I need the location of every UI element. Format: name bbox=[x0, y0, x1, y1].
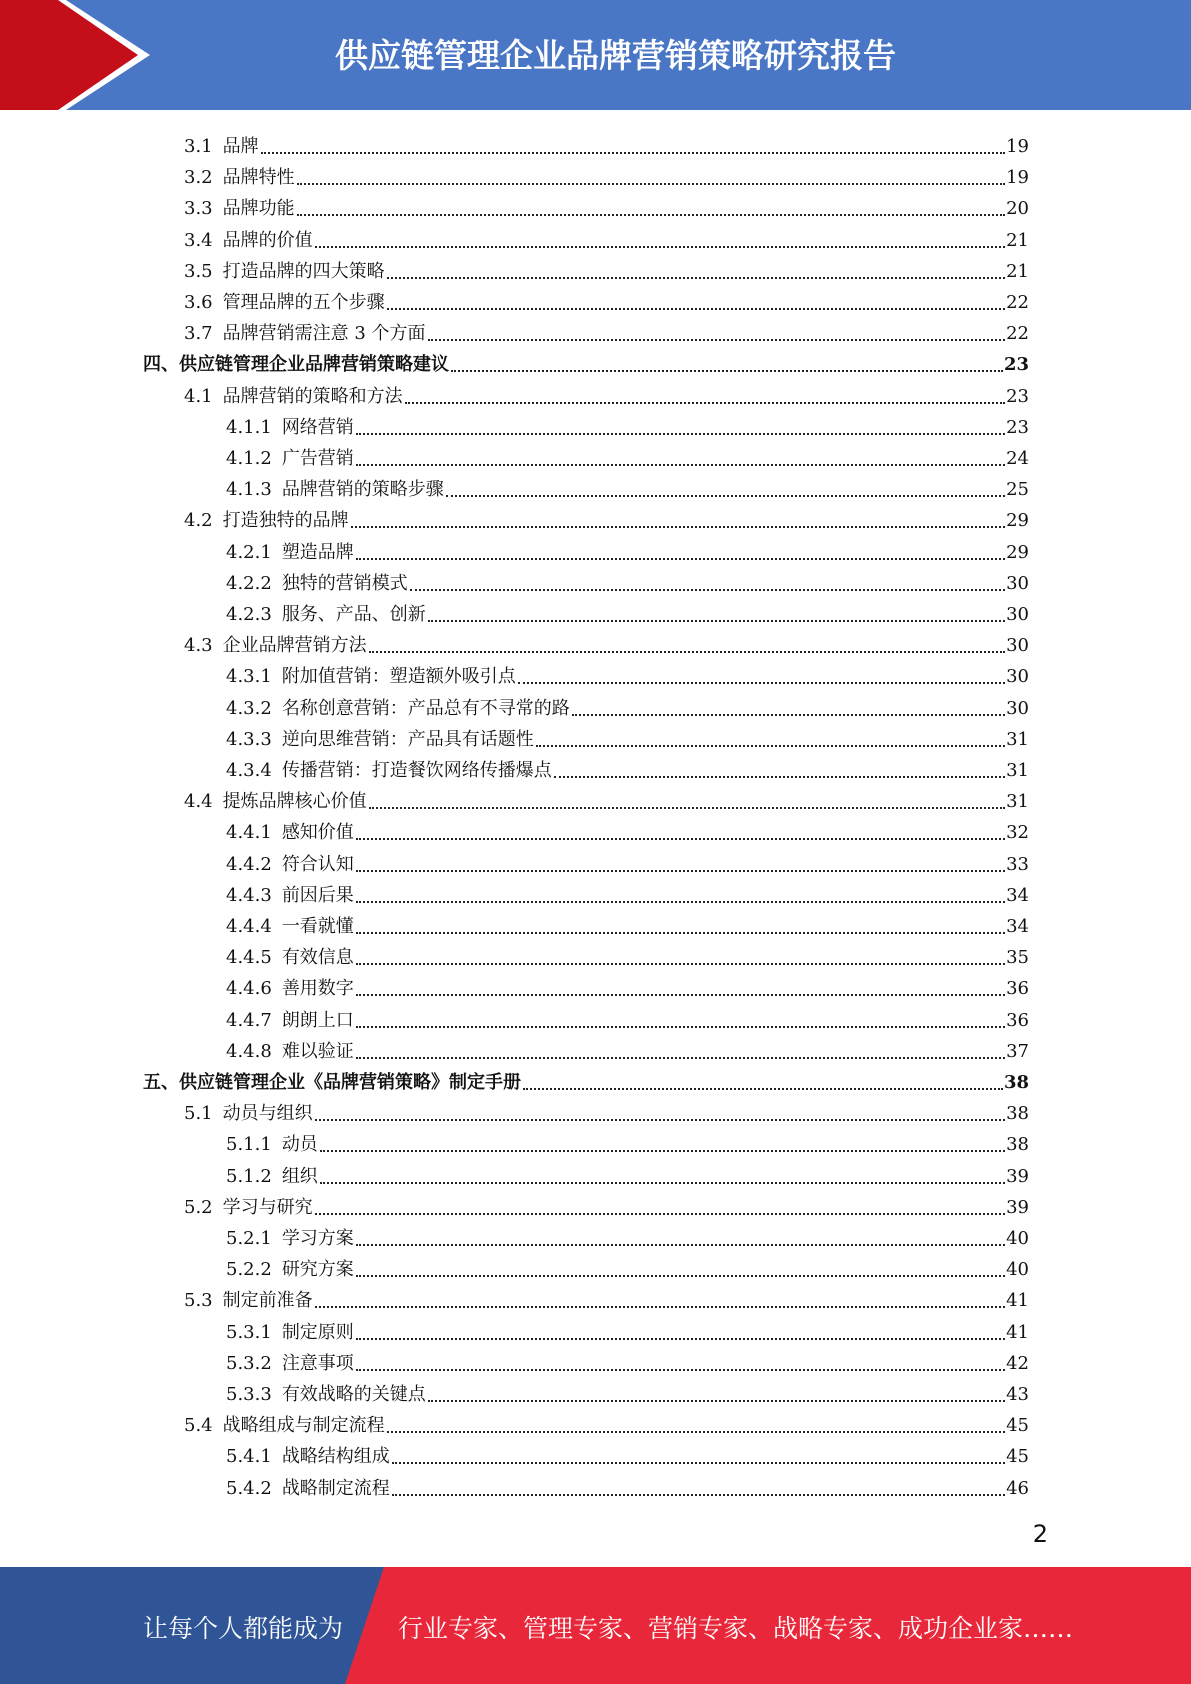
toc-dot-leader bbox=[392, 1461, 1005, 1464]
toc-entry-title: 品牌营销需注意 3 个方面 bbox=[222, 323, 426, 345]
toc-entry[interactable] bbox=[226, 1344, 1029, 1375]
toc-entry[interactable] bbox=[184, 221, 1029, 252]
toc-entry-title: 一看就懂 bbox=[281, 916, 354, 937]
toc-entry-number: 5.2.1 bbox=[226, 1228, 272, 1249]
toc-entry[interactable] bbox=[184, 252, 1029, 283]
toc-entry-page: 30 bbox=[1006, 572, 1029, 594]
toc-dot-leader bbox=[392, 1493, 1005, 1496]
toc-entry-number: 4.2.3 bbox=[226, 604, 272, 625]
toc-dot-leader bbox=[351, 525, 1005, 528]
toc-dot-leader bbox=[356, 557, 1005, 560]
toc-entry-title: 制定原则 bbox=[281, 1321, 354, 1343]
toc-dot-leader bbox=[315, 1118, 1005, 1121]
toc-entry-number: 4.4.6 bbox=[226, 978, 272, 1000]
toc-entry-number: 5.4 bbox=[184, 1415, 213, 1437]
toc-entry[interactable] bbox=[226, 969, 1029, 1000]
toc-dot-leader bbox=[369, 806, 1005, 809]
toc-entry-number: 4.1 bbox=[184, 385, 213, 407]
toc-entry[interactable] bbox=[226, 938, 1029, 969]
toc-entry[interactable] bbox=[226, 439, 1029, 470]
toc-dot-leader bbox=[387, 1430, 1005, 1433]
toc-dot-leader bbox=[572, 713, 1005, 716]
toc-dot-leader bbox=[356, 993, 1005, 996]
toc-dot-leader bbox=[428, 619, 1005, 622]
page-number: 2 bbox=[1032, 1520, 1048, 1548]
toc-entry-page: 23 bbox=[1003, 354, 1029, 376]
toc-entry-title: 难以验证 bbox=[281, 1040, 354, 1062]
toc-entry-page: 20 bbox=[1006, 198, 1029, 220]
toc-entry-number: 5.2 bbox=[184, 1196, 213, 1218]
toc-entry[interactable] bbox=[226, 657, 1029, 688]
toc-entry[interactable] bbox=[226, 1250, 1029, 1281]
toc-entry-title: 组织 bbox=[281, 1165, 318, 1187]
toc-entry-title: 企业品牌营销方法 bbox=[222, 635, 367, 657]
toc-entry-number: 4.4.3 bbox=[226, 884, 272, 906]
toc-entry-page: 41 bbox=[1006, 1290, 1029, 1312]
toc-entry-page: 33 bbox=[1006, 853, 1029, 875]
toc-entry-page: 23 bbox=[1006, 416, 1029, 438]
toc-entry-page: 40 bbox=[1006, 1228, 1029, 1249]
toc-dot-leader bbox=[387, 307, 1005, 310]
toc-dot-leader bbox=[356, 1274, 1005, 1277]
toc-entry-title: 五、供应链管理企业《品牌营销策略》制定手册 bbox=[143, 1072, 521, 1093]
toc-entry-page: 19 bbox=[1006, 167, 1029, 189]
toc-entry[interactable] bbox=[184, 1281, 1029, 1312]
toc-entry-title: 品牌功能 bbox=[222, 198, 295, 220]
toc-entry[interactable] bbox=[226, 470, 1029, 501]
toc-entry-title: 战略组成与制定流程 bbox=[222, 1415, 385, 1437]
toc-entry-number: 3.2 bbox=[184, 167, 213, 189]
toc-dot-leader bbox=[536, 744, 1005, 747]
toc-entry[interactable] bbox=[184, 377, 1029, 408]
toc-entry-title: 善用数字 bbox=[281, 978, 354, 1000]
toc-dot-leader bbox=[356, 962, 1005, 965]
toc-entry-title: 朗朗上口 bbox=[281, 1009, 354, 1031]
toc-entry-page: 25 bbox=[1006, 479, 1029, 501]
toc-entry[interactable] bbox=[226, 564, 1029, 595]
toc-entry-page: 36 bbox=[1006, 978, 1029, 1000]
toc-entry-number: 5.1.1 bbox=[226, 1134, 272, 1156]
toc-entry-title: 动员 bbox=[281, 1134, 318, 1156]
toc-dot-leader bbox=[356, 869, 1005, 872]
toc-entry-number: 3.7 bbox=[184, 323, 213, 345]
toc-entry[interactable] bbox=[226, 408, 1029, 439]
toc-dot-leader bbox=[518, 681, 1005, 684]
toc-entry-page: 22 bbox=[1006, 292, 1029, 313]
toc-dot-leader bbox=[428, 338, 1006, 341]
toc-entry-title: 打造品牌的四大策略 bbox=[222, 260, 385, 282]
toc-dot-leader bbox=[261, 151, 1005, 154]
toc-entry[interactable] bbox=[226, 1437, 1029, 1468]
toc-entry-page: 31 bbox=[1006, 728, 1029, 750]
toc-entry[interactable] bbox=[184, 501, 1029, 532]
toc-entry-title: 符合认知 bbox=[281, 853, 354, 875]
toc-dot-leader bbox=[297, 182, 1005, 185]
toc-dot-leader bbox=[356, 1056, 1005, 1059]
toc-entry-title: 制定前准备 bbox=[222, 1290, 313, 1312]
toc-entry-page: 40 bbox=[1006, 1259, 1029, 1281]
toc-entry-number: 4.4.7 bbox=[226, 1009, 272, 1031]
toc-dot-leader bbox=[446, 494, 1005, 497]
toc-dot-leader bbox=[523, 1087, 1003, 1090]
toc-entry-page: 38 bbox=[1006, 1103, 1029, 1125]
footer-slogan: 让每个人都能成为 bbox=[143, 1614, 344, 1643]
toc-entry-number: 3.5 bbox=[184, 260, 213, 282]
toc-entry-page: 31 bbox=[1006, 791, 1029, 813]
toc-entry-number: 4.1.3 bbox=[226, 479, 272, 501]
toc-entry[interactable] bbox=[226, 1001, 1029, 1032]
toc-entry-title: 品牌营销的策略和方法 bbox=[222, 385, 403, 407]
toc-entry-title: 品牌特性 bbox=[222, 167, 295, 189]
toc-entry[interactable] bbox=[226, 595, 1029, 626]
toc-dot-leader bbox=[451, 369, 1003, 372]
toc-entry-number: 5.4.1 bbox=[226, 1446, 272, 1468]
toc-entry-title: 网络营销 bbox=[281, 416, 354, 438]
toc-entry[interactable] bbox=[184, 1188, 1029, 1219]
toc-entry-page: 43 bbox=[1006, 1384, 1029, 1405]
toc-entry[interactable] bbox=[143, 1063, 1029, 1094]
toc-entry[interactable] bbox=[184, 158, 1029, 189]
toc-entry[interactable] bbox=[226, 751, 1029, 782]
toc-entry[interactable] bbox=[184, 189, 1029, 220]
toc-entry-number: 4.4 bbox=[184, 791, 213, 813]
toc-entry[interactable] bbox=[184, 283, 1029, 314]
toc-dot-leader bbox=[356, 463, 1005, 466]
toc-entry-page: 30 bbox=[1006, 666, 1029, 688]
toc-dot-leader bbox=[387, 276, 1005, 279]
toc-entry-title: 动员与组织 bbox=[222, 1103, 313, 1125]
toc-entry-title: 感知价值 bbox=[281, 822, 354, 844]
toc-entry-title: 战略制定流程 bbox=[281, 1477, 390, 1499]
toc-entry-number: 4.4.4 bbox=[226, 916, 272, 937]
toc-entry-page: 34 bbox=[1006, 916, 1029, 937]
toc-dot-leader bbox=[356, 837, 1005, 840]
toc-entry-page: 39 bbox=[1006, 1165, 1029, 1187]
toc-entry-title: 打造独特的品牌 bbox=[222, 510, 349, 532]
toc-entry-number: 4.3.1 bbox=[226, 666, 272, 688]
toc-entry-page: 45 bbox=[1006, 1446, 1029, 1468]
toc-entry-title: 品牌 bbox=[222, 136, 259, 157]
toc-dot-leader bbox=[356, 1243, 1005, 1246]
toc-entry[interactable] bbox=[226, 1469, 1029, 1500]
toc-entry[interactable] bbox=[226, 689, 1029, 720]
toc-entry[interactable] bbox=[226, 533, 1029, 564]
toc-entry-title: 提炼品牌核心价值 bbox=[222, 791, 367, 813]
toc-entry-number: 3.1 bbox=[184, 136, 213, 157]
toc-entry[interactable] bbox=[226, 907, 1029, 938]
toc-entry-page: 32 bbox=[1006, 822, 1029, 844]
toc-entry[interactable] bbox=[184, 127, 1029, 158]
toc-entry-page: 42 bbox=[1006, 1352, 1029, 1374]
toc-entry-page: 30 bbox=[1006, 635, 1029, 657]
toc-dot-leader bbox=[356, 432, 1005, 435]
toc-entry-page: 19 bbox=[1006, 136, 1029, 157]
toc-entry-title: 学习方案 bbox=[281, 1228, 354, 1249]
footer-banner bbox=[0, 1567, 1191, 1684]
toc-entry-page: 36 bbox=[1006, 1009, 1029, 1031]
toc-entry-title: 附加值营销：塑造额外吸引点 bbox=[281, 666, 516, 688]
toc-entry-number: 4.1.1 bbox=[226, 416, 272, 438]
toc-dot-leader bbox=[356, 1337, 1005, 1340]
toc-entry-page: 21 bbox=[1006, 260, 1029, 282]
toc-entry-page: 37 bbox=[1006, 1040, 1029, 1062]
toc-entry-number: 5.3 bbox=[184, 1290, 213, 1312]
toc-entry-page: 39 bbox=[1006, 1196, 1029, 1218]
toc-entry-page: 38 bbox=[1003, 1072, 1029, 1093]
toc-entry[interactable] bbox=[226, 1157, 1029, 1188]
toc-entry-page: 22 bbox=[1006, 323, 1029, 345]
toc-dot-leader bbox=[356, 931, 1005, 934]
toc-entry-title: 管理品牌的五个步骤 bbox=[222, 292, 385, 313]
toc-dot-leader bbox=[320, 1149, 1005, 1152]
document-title: 供应链管理企业品牌营销策略研究报告 bbox=[335, 36, 896, 75]
toc-dot-leader bbox=[315, 1212, 1005, 1215]
toc-entry-title: 传播营销：打造餐饮网络传播爆点 bbox=[281, 760, 552, 781]
toc-dot-leader bbox=[554, 775, 1005, 778]
toc-entry[interactable] bbox=[226, 813, 1029, 844]
toc-entry-page: 24 bbox=[1006, 448, 1029, 469]
toc-entry-number: 4.4.8 bbox=[226, 1040, 272, 1062]
toc-entry-number: 4.3.4 bbox=[226, 760, 272, 781]
toc-entry-title: 有效战略的关键点 bbox=[281, 1384, 426, 1405]
toc-entry-number: 5.4.2 bbox=[226, 1477, 272, 1499]
toc-entry-number: 5.2.2 bbox=[226, 1259, 272, 1281]
footer-roles: 行业专家、管理专家、营销专家、战略专家、成功企业家…… bbox=[398, 1614, 1074, 1643]
toc-dot-leader bbox=[405, 401, 1005, 404]
toc-entry-title: 战略结构组成 bbox=[281, 1446, 390, 1468]
toc-entry[interactable] bbox=[226, 1313, 1029, 1344]
toc-dot-leader bbox=[356, 1025, 1005, 1028]
toc-entry-number: 5.3.1 bbox=[226, 1321, 272, 1343]
toc-entry-page: 31 bbox=[1006, 760, 1029, 781]
toc-entry-title: 品牌的价值 bbox=[222, 229, 313, 251]
toc-entry-title: 广告营销 bbox=[281, 448, 354, 469]
toc-entry-page: 30 bbox=[1006, 604, 1029, 625]
toc-entry-number: 4.3 bbox=[184, 635, 213, 657]
toc-entry[interactable] bbox=[226, 876, 1029, 907]
toc-entry-page: 29 bbox=[1006, 510, 1029, 532]
toc-entry-title: 品牌营销的策略步骤 bbox=[281, 479, 444, 501]
toc-entry-number: 5.1 bbox=[184, 1103, 213, 1125]
toc-entry-title: 研究方案 bbox=[281, 1259, 354, 1281]
toc-entry[interactable] bbox=[226, 1125, 1029, 1156]
toc-entry-page: 45 bbox=[1006, 1415, 1029, 1437]
toc-entry-number: 4.2 bbox=[184, 510, 213, 532]
toc-dot-leader bbox=[297, 213, 1005, 216]
toc-entry-page: 29 bbox=[1006, 541, 1029, 563]
toc-dot-leader bbox=[320, 1181, 1005, 1184]
toc-entry-title: 前因后果 bbox=[281, 884, 354, 906]
toc-entry-title: 逆向思维营销：产品具有话题性 bbox=[281, 728, 534, 750]
toc-dot-leader bbox=[428, 1399, 1005, 1402]
toc-entry[interactable] bbox=[226, 845, 1029, 876]
toc-entry-page: 23 bbox=[1006, 385, 1029, 407]
toc-entry-page: 38 bbox=[1006, 1134, 1029, 1156]
toc-entry-page: 34 bbox=[1006, 884, 1029, 906]
toc-entry[interactable] bbox=[226, 1219, 1029, 1250]
toc-entry-number: 4.2.2 bbox=[226, 572, 272, 594]
toc-dot-leader bbox=[369, 650, 1005, 653]
toc-entry-number: 5.1.2 bbox=[226, 1165, 272, 1187]
toc-dot-leader bbox=[356, 900, 1005, 903]
toc-entry[interactable] bbox=[143, 345, 1029, 376]
toc-dot-leader bbox=[315, 245, 1005, 248]
toc-entry[interactable] bbox=[184, 782, 1029, 813]
toc-entry-page: 21 bbox=[1006, 229, 1029, 251]
toc-entry-number: 4.1.2 bbox=[226, 448, 272, 469]
toc-entry-number: 4.3.2 bbox=[226, 697, 272, 719]
toc-entry-page: 35 bbox=[1006, 947, 1029, 969]
toc-dot-leader bbox=[410, 588, 1005, 591]
toc-entry-title: 有效信息 bbox=[281, 947, 354, 969]
toc-entry-page: 46 bbox=[1006, 1477, 1029, 1499]
toc-entry-number: 4.4.1 bbox=[226, 822, 272, 844]
toc-entry[interactable] bbox=[184, 626, 1029, 657]
toc-entry-number: 4.2.1 bbox=[226, 541, 272, 563]
toc-entry-number: 5.3.2 bbox=[226, 1352, 272, 1374]
toc-entry-number: 3.3 bbox=[184, 198, 213, 220]
toc-dot-leader bbox=[315, 1305, 1005, 1308]
toc-entry-page: 30 bbox=[1006, 697, 1029, 719]
toc-entry-title: 独特的营销模式 bbox=[281, 572, 408, 594]
toc-entry[interactable] bbox=[184, 314, 1029, 345]
toc-entry-title: 四、供应链管理企业品牌营销策略建议 bbox=[143, 354, 449, 376]
toc-entry-number: 4.3.3 bbox=[226, 728, 272, 750]
toc-dot-leader bbox=[356, 1368, 1005, 1371]
toc-entry[interactable] bbox=[184, 1094, 1029, 1125]
toc-entry[interactable] bbox=[226, 1375, 1029, 1406]
toc-entry-number: 4.4.2 bbox=[226, 853, 272, 875]
toc-entry-number: 5.3.3 bbox=[226, 1384, 272, 1405]
toc-entry-title: 学习与研究 bbox=[222, 1196, 313, 1218]
toc-entry[interactable] bbox=[226, 720, 1029, 751]
toc-entry-number: 4.4.5 bbox=[226, 947, 272, 969]
toc-entry-number: 3.4 bbox=[184, 229, 213, 251]
toc-entry-number: 3.6 bbox=[184, 292, 213, 313]
toc-entry-title: 注意事项 bbox=[281, 1352, 354, 1374]
header-banner bbox=[0, 0, 1191, 110]
toc-entry-page: 41 bbox=[1006, 1321, 1029, 1343]
toc-entry[interactable] bbox=[184, 1406, 1029, 1437]
toc-entry[interactable] bbox=[226, 1032, 1029, 1063]
toc-entry-title: 服务、产品、创新 bbox=[281, 604, 426, 625]
toc-entry-title: 塑造品牌 bbox=[281, 541, 354, 563]
toc-entry-title: 名称创意营销：产品总有不寻常的路 bbox=[281, 697, 570, 719]
